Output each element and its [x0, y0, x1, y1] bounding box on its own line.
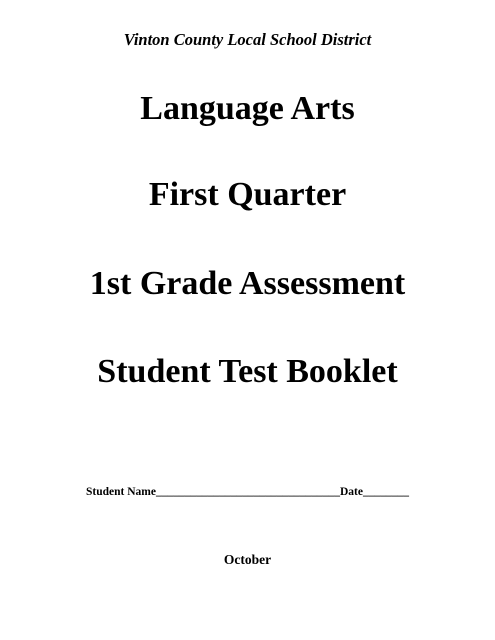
grade-title: 1st Grade Assessment	[89, 265, 406, 302]
booklet-title: Student Test Booklet	[97, 353, 398, 390]
student-name-blank[interactable]: ________________________________	[155, 486, 340, 498]
date-label: Date	[339, 486, 363, 498]
subject-title: Language Arts	[140, 90, 355, 127]
student-info-line	[0, 484, 495, 500]
district-name: Vinton County Local School District	[123, 30, 372, 49]
month-label: October	[223, 552, 272, 567]
quarter-title: First Quarter	[148, 176, 347, 213]
date-blank[interactable]: ________	[362, 486, 409, 498]
student-name-label: Student Name	[86, 486, 156, 498]
